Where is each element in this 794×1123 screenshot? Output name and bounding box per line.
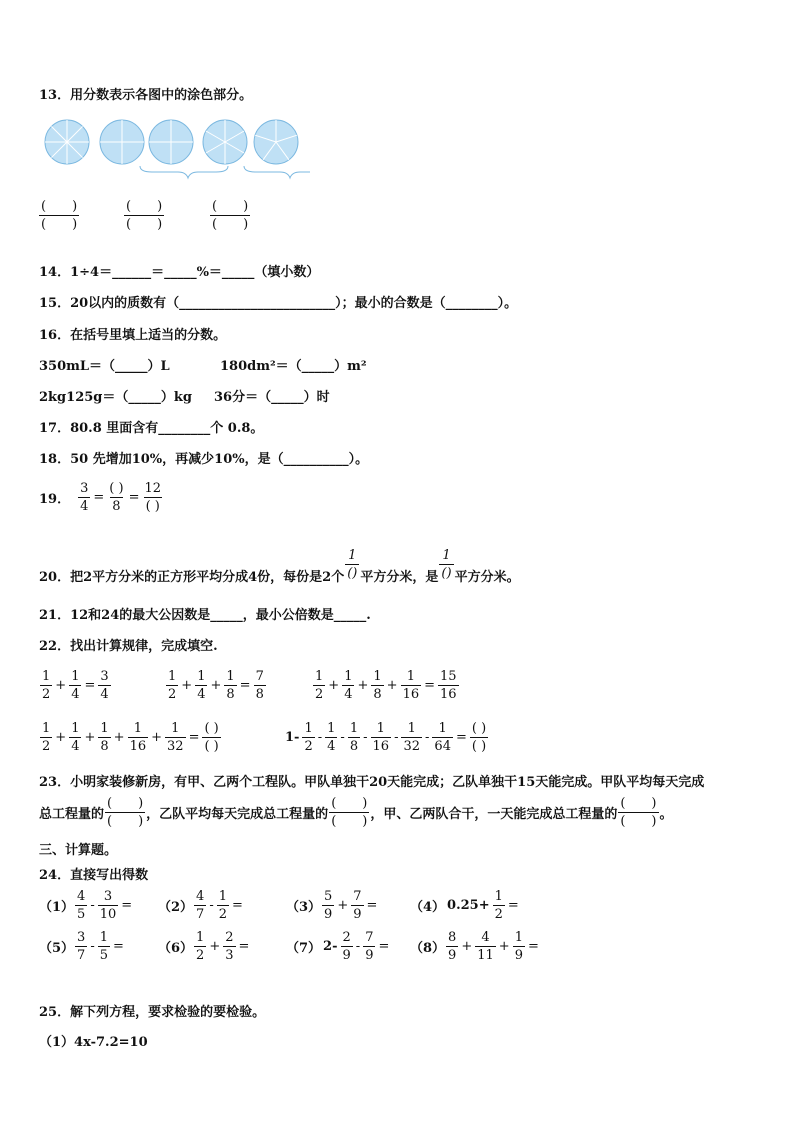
- minus-sign: -: [363, 730, 368, 745]
- fraction-numerator: ( ): [471, 721, 487, 736]
- fraction-numerator: 1: [171, 721, 180, 736]
- term-fraction: [363, 931, 375, 962]
- term-fraction: [195, 670, 207, 701]
- q19-equation: [39, 482, 164, 513]
- q20-frac-den[interactable]: (): [441, 566, 452, 581]
- term-fraction: [348, 722, 360, 753]
- item-label: （6）: [158, 941, 194, 956]
- fraction-numerator: 1: [197, 669, 206, 684]
- term-fraction: [224, 670, 236, 701]
- fraction-numerator: 1: [168, 669, 177, 684]
- q23-blank-num[interactable]: ( ): [620, 796, 657, 811]
- term-fraction: [165, 722, 186, 753]
- fraction-denominator: 16: [372, 739, 390, 754]
- q24-item-1: [39, 890, 134, 921]
- q22-title: 22．找出计算规律，完成填空.: [39, 639, 218, 654]
- fraction-denominator: 4: [71, 687, 80, 702]
- q23-blank-den[interactable]: ( ): [620, 814, 657, 829]
- fraction-numerator: 1: [514, 930, 523, 945]
- fraction-denominator: 9: [365, 948, 374, 963]
- term-fraction: [371, 722, 392, 753]
- minus-sign: -: [355, 939, 361, 954]
- fraction-denominator: 4: [100, 687, 109, 702]
- fraction-denominator: 2: [494, 907, 503, 922]
- q15-text: 15．20以内的质数有（________________________）；最小的合数是（________）。: [39, 296, 518, 311]
- equals-sign: =: [188, 730, 200, 745]
- result-fraction: [438, 670, 459, 701]
- q25-item-1: （1）4x-7.2=10: [39, 1035, 148, 1050]
- equals-sign: =: [527, 939, 539, 954]
- fraction-numerator: 1: [218, 889, 228, 904]
- term-fraction: [341, 931, 353, 962]
- q23-blank-num[interactable]: ( ): [331, 796, 368, 811]
- fraction-denominator: 4: [344, 687, 353, 702]
- equals-sign: =: [455, 730, 467, 745]
- q13-answer-1[interactable]: [38, 200, 80, 231]
- q24-item-6: [158, 931, 251, 962]
- fraction-numerator: ( ): [204, 721, 219, 736]
- term-fraction: [313, 670, 325, 701]
- group-brace-left: [140, 166, 228, 178]
- q13-title: 13．用分数表示各图中的涂色部分。: [39, 88, 253, 103]
- group-brace-right: [244, 166, 310, 178]
- q16-item-c: 2kg125g＝（_____）kg: [39, 390, 192, 405]
- item-label: （5）: [39, 941, 75, 956]
- q20-frac-num: 1: [442, 548, 451, 563]
- q13-answer-3[interactable]: [209, 200, 251, 231]
- fraction-denominator: 4: [197, 687, 206, 702]
- plus-sign: +: [55, 678, 67, 693]
- term-fraction: [40, 670, 52, 701]
- fraction-denominator: 2: [218, 907, 228, 922]
- leading-term: 1-: [285, 730, 300, 745]
- fraction-denominator: 8: [349, 739, 359, 754]
- term-fraction: [98, 722, 110, 753]
- q23-part-d: 。: [659, 807, 673, 822]
- term-fraction: [371, 670, 383, 701]
- fraction-denominator: 8: [373, 687, 382, 702]
- q25-title: 25．解下列方程，要求检验的要检验。: [39, 1005, 266, 1020]
- fraction-numerator: 1: [407, 721, 416, 736]
- term-fraction: [223, 931, 235, 962]
- fraction-denominator: ( ): [471, 739, 487, 754]
- term-fraction: [194, 890, 206, 921]
- minus-sign: -: [90, 939, 95, 954]
- fraction-numerator: 1: [315, 669, 324, 684]
- fraction-numerator: 1: [196, 930, 205, 945]
- term-fraction: [69, 722, 81, 753]
- fraction-numerator: 1: [304, 721, 313, 736]
- fraction-numerator: 2: [225, 930, 234, 945]
- term-fraction: [322, 890, 334, 921]
- q24-item-4: [410, 890, 521, 921]
- plus-sign: +: [55, 730, 67, 745]
- equals-sign: =: [238, 939, 250, 954]
- q22-row1-expr1: [39, 670, 112, 701]
- q14-text: 14．1÷4＝______＝_____%＝_____（填小数）: [39, 265, 320, 280]
- term-fraction: [98, 890, 119, 921]
- q19-f3-num: 12: [144, 481, 162, 496]
- term-fraction: [475, 931, 496, 962]
- q24-item-3: [286, 890, 379, 921]
- fraction-denominator: 4: [71, 739, 80, 754]
- term-fraction: [75, 890, 87, 921]
- q13-pie-figures: [40, 114, 310, 184]
- fraction-denominator: 2: [304, 739, 313, 754]
- term-fraction: [194, 931, 206, 962]
- result-fraction[interactable]: [470, 722, 488, 753]
- fraction-numerator: 4: [481, 930, 490, 945]
- q24-item-7: [286, 931, 391, 962]
- fraction-numerator: 2: [342, 930, 351, 945]
- q19-f1-den: 4: [80, 499, 89, 514]
- fraction-numerator: 7: [365, 930, 374, 945]
- fraction-numerator: 8: [448, 930, 457, 945]
- fraction-denominator: 16: [402, 687, 420, 702]
- term-fraction: [325, 722, 337, 753]
- q13-answer-num: ( ): [126, 199, 163, 214]
- q19-f2-num[interactable]: ( ): [109, 481, 124, 496]
- leading-term: 2-: [323, 939, 338, 954]
- fraction-denominator: ( ): [204, 739, 219, 754]
- q24-item-2: [158, 890, 245, 921]
- q18-text: 18．50 先增加10%，再减少10%，是（__________）。: [39, 452, 369, 467]
- q23-part-b: ，乙队平均每天完成总工程量的: [146, 807, 329, 822]
- fraction-numerator: 1: [373, 669, 382, 684]
- plus-sign: +: [113, 730, 125, 745]
- q13-answer-2[interactable]: [123, 200, 165, 231]
- term-fraction: [40, 722, 52, 753]
- q23-part-c: ，甲、乙两队合干，一天能完成总工程量的: [370, 807, 618, 822]
- fraction-numerator: 1: [494, 889, 503, 904]
- fraction-denominator: 9: [448, 948, 457, 963]
- q20-part1: 20．把2平方分米的正方形平均分成4份，每份是2个: [39, 570, 345, 585]
- fraction-denominator: 10: [99, 907, 117, 922]
- result-fraction: [98, 670, 110, 701]
- fraction-denominator: 9: [353, 907, 362, 922]
- q20-part2: 平方分米，是: [360, 570, 439, 585]
- term-fraction: [166, 670, 178, 701]
- term-fraction: [75, 931, 87, 962]
- q19-eq: =: [128, 490, 140, 505]
- q19-f2-den: 8: [112, 499, 121, 514]
- leading-term: 0.25+: [447, 898, 490, 913]
- plus-sign: +: [209, 939, 221, 954]
- term-fraction: [401, 670, 422, 701]
- term-fraction: [493, 890, 505, 921]
- q17-text: 17．80.8 里面含有________个 0.8。: [39, 421, 264, 436]
- equals-sign: =: [239, 678, 251, 693]
- q20-frac-num: 1: [348, 548, 357, 563]
- fraction-numerator: 5: [324, 889, 333, 904]
- q24-item-5: [39, 931, 126, 962]
- fraction-denominator: 9: [324, 907, 333, 922]
- q22-row1-expr3: [312, 670, 460, 701]
- fraction-denominator: 32: [167, 739, 184, 754]
- minus-sign: -: [317, 730, 323, 745]
- plus-sign: +: [210, 678, 222, 693]
- q22-row2-expr1: [39, 722, 222, 753]
- fraction-denominator: 2: [42, 739, 51, 754]
- term-fraction: [446, 931, 458, 962]
- term-fraction: [513, 931, 525, 962]
- item-label: （2）: [158, 900, 194, 915]
- fraction-denominator: 7: [196, 907, 205, 922]
- term-fraction: [128, 722, 149, 753]
- equals-sign: =: [113, 939, 124, 954]
- item-label: （1）: [39, 900, 75, 915]
- q20-line: [39, 544, 520, 585]
- q19-f1-num: 3: [80, 481, 89, 496]
- fraction-numerator: 4: [77, 889, 86, 904]
- fraction-denominator: 16: [440, 687, 457, 702]
- fraction-denominator: 2: [168, 687, 177, 702]
- fraction-numerator: 1: [133, 721, 142, 736]
- fraction-denominator: 32: [403, 739, 421, 754]
- term-fraction: [217, 890, 229, 921]
- term-fraction: [69, 670, 81, 701]
- fraction-numerator: 1: [406, 669, 415, 684]
- fraction-numerator: 1: [344, 669, 353, 684]
- q19-f3-den[interactable]: ( ): [145, 499, 160, 514]
- fraction-denominator: 2: [315, 687, 324, 702]
- fraction-denominator: 4: [327, 739, 336, 754]
- fraction-numerator: 15: [440, 669, 457, 684]
- q13-answer-den: ( ): [212, 217, 249, 232]
- fraction-numerator: 3: [77, 930, 86, 945]
- equals-sign: =: [507, 898, 519, 913]
- minus-sign: -: [340, 730, 345, 745]
- plus-sign: +: [84, 730, 96, 745]
- q23-blank-num[interactable]: ( ): [107, 796, 144, 811]
- fraction-denominator: 11: [477, 948, 494, 963]
- q22-row2-expr2: [283, 722, 489, 753]
- fraction-numerator: 1: [376, 721, 385, 736]
- q13-answer-den: ( ): [41, 217, 78, 232]
- equals-sign: =: [378, 939, 390, 954]
- fraction-numerator: 1: [42, 669, 51, 684]
- q24-title: 24．直接写出得数: [39, 868, 149, 883]
- minus-sign: -: [209, 898, 214, 913]
- q20-part3: 平方分米。: [454, 570, 520, 585]
- fraction-denominator: 64: [434, 739, 451, 754]
- term-fraction: [401, 722, 422, 753]
- plus-sign: +: [386, 678, 398, 693]
- equals-sign: =: [121, 898, 133, 913]
- fraction-denominator: 8: [255, 687, 264, 702]
- q22-row1-expr2: [165, 670, 267, 701]
- q19-label: 19．: [39, 492, 71, 507]
- fraction-denominator: 5: [77, 907, 86, 922]
- fraction-numerator: 1: [100, 721, 109, 736]
- equals-sign: =: [84, 678, 96, 693]
- q23-blank-den[interactable]: ( ): [107, 814, 144, 829]
- item-label: （8）: [410, 941, 446, 956]
- q16-title: 16．在括号里填上适当的分数。: [39, 328, 227, 343]
- q24-item-8: [410, 931, 541, 962]
- fraction-denominator: 8: [100, 739, 109, 754]
- term-fraction: [351, 890, 363, 921]
- q16-item-d: 36分＝（_____）时: [214, 390, 330, 405]
- item-label: （7）: [286, 941, 322, 956]
- q13-answer-num: ( ): [41, 199, 78, 214]
- plus-sign: +: [151, 730, 163, 745]
- term-fraction: [302, 722, 314, 753]
- fraction-denominator: 2: [196, 948, 205, 963]
- fraction-denominator: 2: [42, 687, 51, 702]
- fraction-denominator: 9: [514, 948, 523, 963]
- fraction-numerator: 1: [71, 721, 80, 736]
- item-label: （4）: [410, 900, 446, 915]
- plus-sign: +: [357, 678, 369, 693]
- q13-answer-num: ( ): [212, 199, 249, 214]
- section3-heading: 三、计算题。: [39, 843, 118, 858]
- plus-sign: +: [498, 939, 510, 954]
- q23-blank-den[interactable]: ( ): [331, 814, 368, 829]
- fraction-denominator: 9: [342, 948, 351, 963]
- q16-item-b: 180dm²＝（_____）m²: [220, 359, 367, 374]
- q13-answer-den: ( ): [126, 217, 163, 232]
- q21-text: 21．12和24的最大公因数是_____，最小公倍数是_____.: [39, 608, 371, 623]
- plus-sign: +: [337, 898, 349, 913]
- fraction-numerator: 1: [327, 721, 336, 736]
- item-label: （3）: [286, 900, 322, 915]
- term-fraction: [342, 670, 354, 701]
- q20-frac-den[interactable]: (): [347, 566, 358, 581]
- fraction-denominator: 16: [129, 739, 147, 754]
- fraction-numerator: 1: [226, 669, 235, 684]
- q23-line1: 23．小明家装修新房，有甲、乙两个工程队。甲队单独干20天能完成；乙队单独干15天能完成。甲队平均每天完成: [39, 775, 705, 790]
- term-fraction: [98, 931, 110, 962]
- fraction-denominator: 8: [226, 687, 235, 702]
- q23-part-a: 总工程量的: [39, 807, 105, 822]
- fraction-numerator: 1: [42, 721, 51, 736]
- plus-sign: +: [181, 678, 193, 693]
- fraction-numerator: 7: [353, 889, 362, 904]
- q19-eq: =: [93, 490, 105, 505]
- minus-sign: -: [90, 898, 95, 913]
- fraction-numerator: 1: [71, 669, 80, 684]
- fraction-numerator: 1: [438, 721, 447, 736]
- fraction-denominator: 5: [99, 948, 109, 963]
- fraction-numerator: 7: [255, 669, 264, 684]
- fraction-numerator: 1: [349, 721, 359, 736]
- fraction-numerator: 4: [196, 889, 205, 904]
- term-fraction: [432, 722, 453, 753]
- fraction-denominator: 3: [225, 948, 234, 963]
- minus-sign: -: [425, 730, 430, 745]
- minus-sign: -: [394, 730, 399, 745]
- fraction-denominator: 7: [77, 948, 86, 963]
- plus-sign: +: [328, 678, 340, 693]
- equals-sign: =: [232, 898, 243, 913]
- fraction-numerator: 3: [103, 889, 113, 904]
- equals-sign: =: [366, 898, 378, 913]
- q23-line2: [39, 797, 673, 828]
- plus-sign: +: [461, 939, 473, 954]
- result-fraction: [254, 670, 266, 701]
- result-fraction[interactable]: [202, 722, 220, 753]
- equals-sign: =: [424, 678, 436, 693]
- fraction-numerator: 1: [99, 930, 109, 945]
- fraction-numerator: 3: [100, 669, 109, 684]
- q16-item-a: 350mL＝（_____）L: [39, 359, 170, 374]
